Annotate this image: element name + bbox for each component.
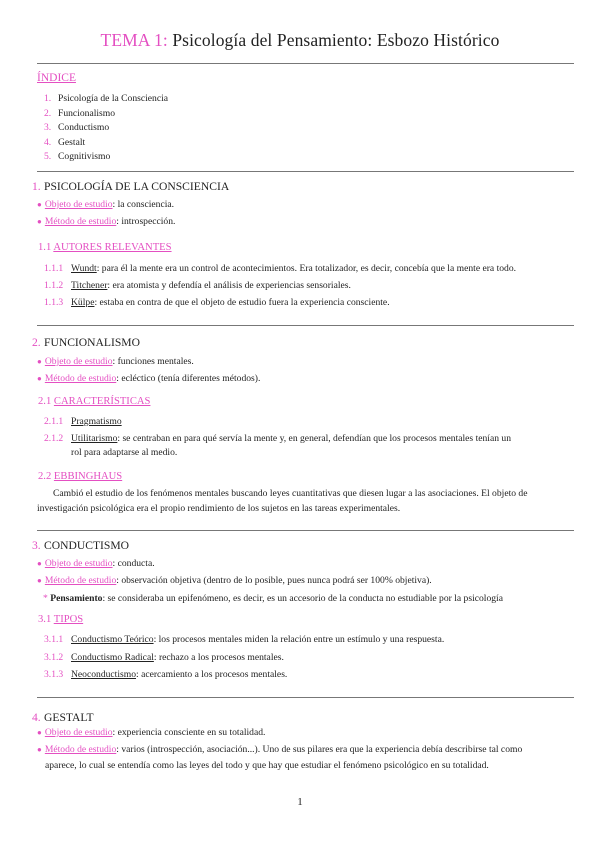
- subsection-heading: 2.1 CARACTERÍSTICAS: [38, 396, 151, 407]
- note: * Pensamiento: se consideraba un epifenómeno, es decir, es un accesorio de la conducta no estudiable por la psicología: [43, 593, 503, 604]
- subsection-heading: 1.1 AUTORES RELEVANTES: [38, 242, 172, 253]
- bullet-metodo: ● Método de estudio: observación objetiva (dentro de lo posible, pues nunca podrá ser 100% objetiva).: [37, 575, 432, 586]
- section-heading-2: 2. FUNCIONALISMO: [32, 336, 140, 349]
- bullet-metodo: ● Método de estudio: varios (introspección, asociación...). Uno de sus pilares era que la experiencia debía describirse tal como: [37, 744, 523, 755]
- toc-item[interactable]: 3. Conductismo: [44, 122, 110, 134]
- divider: [37, 530, 574, 531]
- toc-item[interactable]: 5. Cognitivismo: [44, 151, 111, 163]
- list-item: 3.1.1 Conductismo Teórico: los procesos mentales miden la relación entre un estímulo y una respuesta.: [44, 634, 445, 645]
- divider: [37, 63, 574, 64]
- list-item: 3.1.3 Neoconductismo: acercamiento a los procesos mentales.: [44, 669, 288, 680]
- bullet-objeto: ● Objeto de estudio: funciones mentales.: [37, 356, 194, 367]
- subsection-heading: 3.1 TIPOS: [38, 614, 84, 625]
- list-item: 1.1.1 Wundt: para él la mente era un control de acontecimientos. Era totalizador, es decir, concebía que la mente era todo.: [44, 263, 517, 274]
- list-item: 1.1.2 Titchener: era atomista y defendía el análisis de experiencias sensoriales.: [44, 280, 351, 291]
- toc-item[interactable]: 1. Psicología de la Consciencia: [44, 93, 169, 104]
- bullet-metodo: ● Método de estudio: introspección.: [37, 216, 176, 227]
- list-item-continuation: rol para adaptarse al medio.: [71, 447, 178, 458]
- section-heading-3: 3. CONDUCTISMO: [32, 539, 130, 552]
- list-item: 2.1.1 Pragmatismo: [44, 416, 122, 427]
- bullet-objeto: ● Objeto de estudio: la consciencia.: [37, 199, 175, 210]
- divider: [37, 171, 574, 172]
- paragraph: investigación psicológica era el propio rendimiento de los sujetos en las tareas experimentales.: [37, 503, 401, 514]
- toc-heading[interactable]: ÍNDICE: [37, 72, 76, 84]
- divider: [37, 325, 574, 326]
- list-item: 3.1.2 Conductismo Radical: rechazo a los procesos mentales.: [44, 652, 284, 663]
- section-heading-4: 4. GESTALT: [32, 711, 94, 724]
- bullet-objeto: ● Objeto de estudio: experiencia consciente en su totalidad.: [37, 727, 266, 738]
- paragraph-continuation: aparece, lo cual se entendía como las leyes del todo y que hay que estudiar el fenómeno psicológico en su totalidad.: [45, 760, 489, 771]
- bullet-metodo: ● Método de estudio: ecléctico (tenía diferentes métodos).: [37, 373, 261, 384]
- list-item: 1.1.3 Külpe: estaba en contra de que el objeto de estudio fuera la experiencia consciente.: [44, 297, 390, 308]
- subsection-heading: 2.2 EBBINGHAUS: [38, 471, 123, 482]
- paragraph: Cambió el estudio de los fenómenos mentales buscando leyes cuantitativas que diesen lugar a las asociaciones. El objeto de: [53, 488, 528, 499]
- bullet-objeto: ● Objeto de estudio: conducta.: [37, 558, 155, 569]
- toc-list: [44, 92, 168, 165]
- toc-item[interactable]: 4. Gestalt: [44, 136, 86, 148]
- section-heading-1: 1. PSICOLOGÍA DE LA CONSCIENCIA: [32, 180, 230, 193]
- divider: [37, 697, 574, 698]
- page-title: TEMA 1: Psicología del Pensamiento: Esbozo Histórico: [100, 30, 500, 50]
- page-number: 1: [297, 796, 303, 808]
- list-item: 2.1.2 Utilitarismo: se centraban en para qué servía la mente y, en general, defendían que los procesos mentales tenían un: [44, 433, 511, 444]
- toc-item[interactable]: 2. Funcionalismo: [44, 107, 116, 119]
